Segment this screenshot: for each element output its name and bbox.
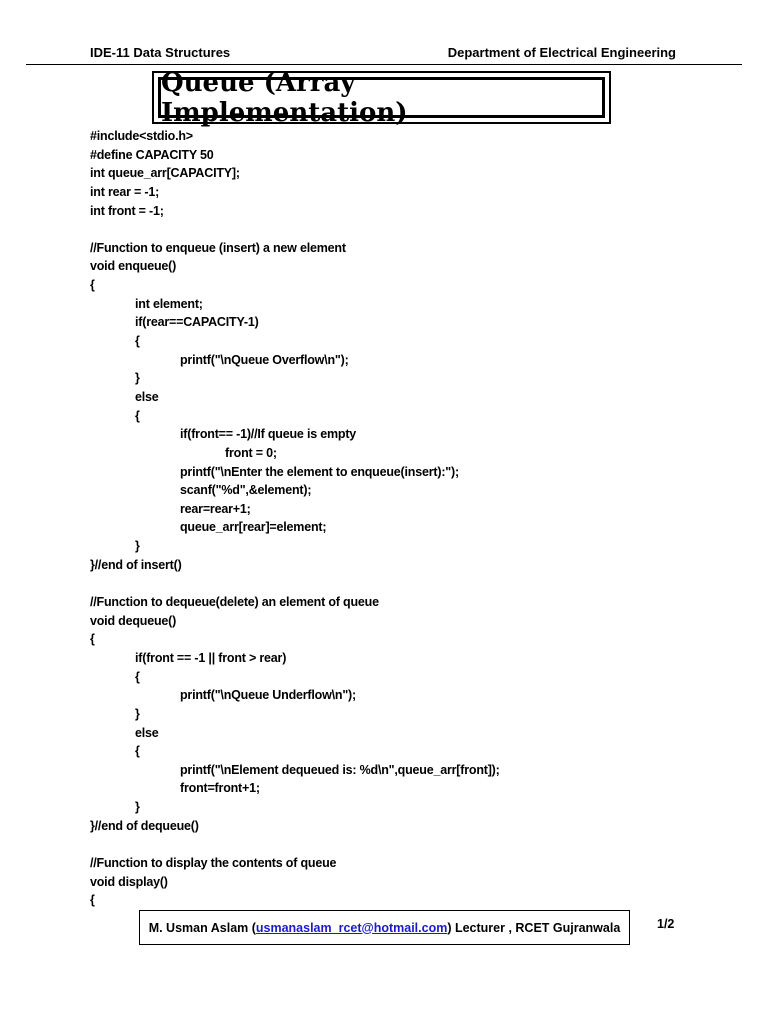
code-line: } bbox=[135, 706, 140, 721]
code-line: } bbox=[135, 539, 140, 554]
code-line: int queue_arr[CAPACITY]; bbox=[90, 166, 240, 181]
code-line: //Function to enqueue (insert) a new element bbox=[90, 240, 346, 255]
code-line: printf("\nEnter the element to enqueue(insert):"); bbox=[180, 464, 459, 479]
code-line: void display() bbox=[90, 874, 168, 889]
header-course: IDE-11 Data Structures bbox=[90, 45, 231, 60]
footer-box bbox=[139, 910, 630, 945]
footer-affiliation: ) Lecturer , RCET Gujranwala bbox=[447, 920, 621, 935]
footer-email-link[interactable]: usmanaslam_rcet@hotmail.com bbox=[255, 920, 448, 935]
header-divider bbox=[26, 64, 742, 65]
code-line: if(front== -1)//If queue is empty bbox=[180, 427, 357, 442]
code-line: if(rear==CAPACITY-1) bbox=[135, 315, 259, 330]
code-blank-line bbox=[90, 220, 690, 239]
code-line: rear=rear+1; bbox=[180, 501, 251, 516]
code-line: #define CAPACITY 50 bbox=[90, 147, 214, 162]
code-line: front = 0; bbox=[225, 445, 277, 460]
code-line: printf("\nQueue Overflow\n"); bbox=[180, 352, 349, 367]
code-line: //Function to dequeue(delete) an element of queue bbox=[90, 595, 379, 610]
code-line: { bbox=[135, 408, 140, 423]
code-line: queue_arr[rear]=element; bbox=[180, 520, 327, 535]
code-line: void enqueue() bbox=[90, 259, 177, 274]
page-title: Queue (Array Implementation) bbox=[158, 77, 605, 118]
footer-author: M. Usman Aslam ( bbox=[148, 920, 256, 935]
code-line: { bbox=[135, 744, 140, 759]
code-line: } bbox=[135, 800, 140, 815]
code-line: scanf("%d",&element); bbox=[180, 483, 312, 498]
code-line: }//end of dequeue() bbox=[90, 818, 199, 833]
code-line: if(front == -1 || front > rear) bbox=[135, 650, 287, 665]
code-line: else bbox=[135, 725, 159, 740]
code-line: int rear = -1; bbox=[90, 184, 160, 199]
code-line: printf("\nElement dequeued is: %d\n",queue_arr[front]); bbox=[180, 762, 500, 777]
code-line: { bbox=[90, 893, 95, 908]
code-line: else bbox=[135, 389, 159, 404]
code-line: //Function to display the contents of queue bbox=[90, 855, 337, 870]
code-blank-line bbox=[90, 574, 690, 593]
page-number: 1/2 bbox=[657, 917, 675, 931]
code-line: } bbox=[135, 371, 140, 386]
code-blank-line bbox=[90, 835, 690, 854]
code-line: void dequeue() bbox=[90, 613, 177, 628]
code-line: }//end of insert() bbox=[90, 557, 182, 572]
code-line: { bbox=[90, 278, 95, 293]
code-line: printf("\nQueue Underflow\n"); bbox=[180, 688, 356, 703]
code-line: #include<stdio.h> bbox=[90, 129, 193, 143]
code-line: { bbox=[135, 334, 140, 349]
code-line: { bbox=[135, 669, 140, 684]
title-box bbox=[152, 67, 611, 128]
code-line: int front = -1; bbox=[90, 203, 164, 218]
header-department: Department of Electrical Engineering bbox=[447, 45, 676, 60]
code-listing bbox=[90, 127, 690, 910]
code-line: { bbox=[90, 632, 95, 647]
code-line: int element; bbox=[135, 296, 203, 311]
code-line: front=front+1; bbox=[180, 781, 260, 796]
